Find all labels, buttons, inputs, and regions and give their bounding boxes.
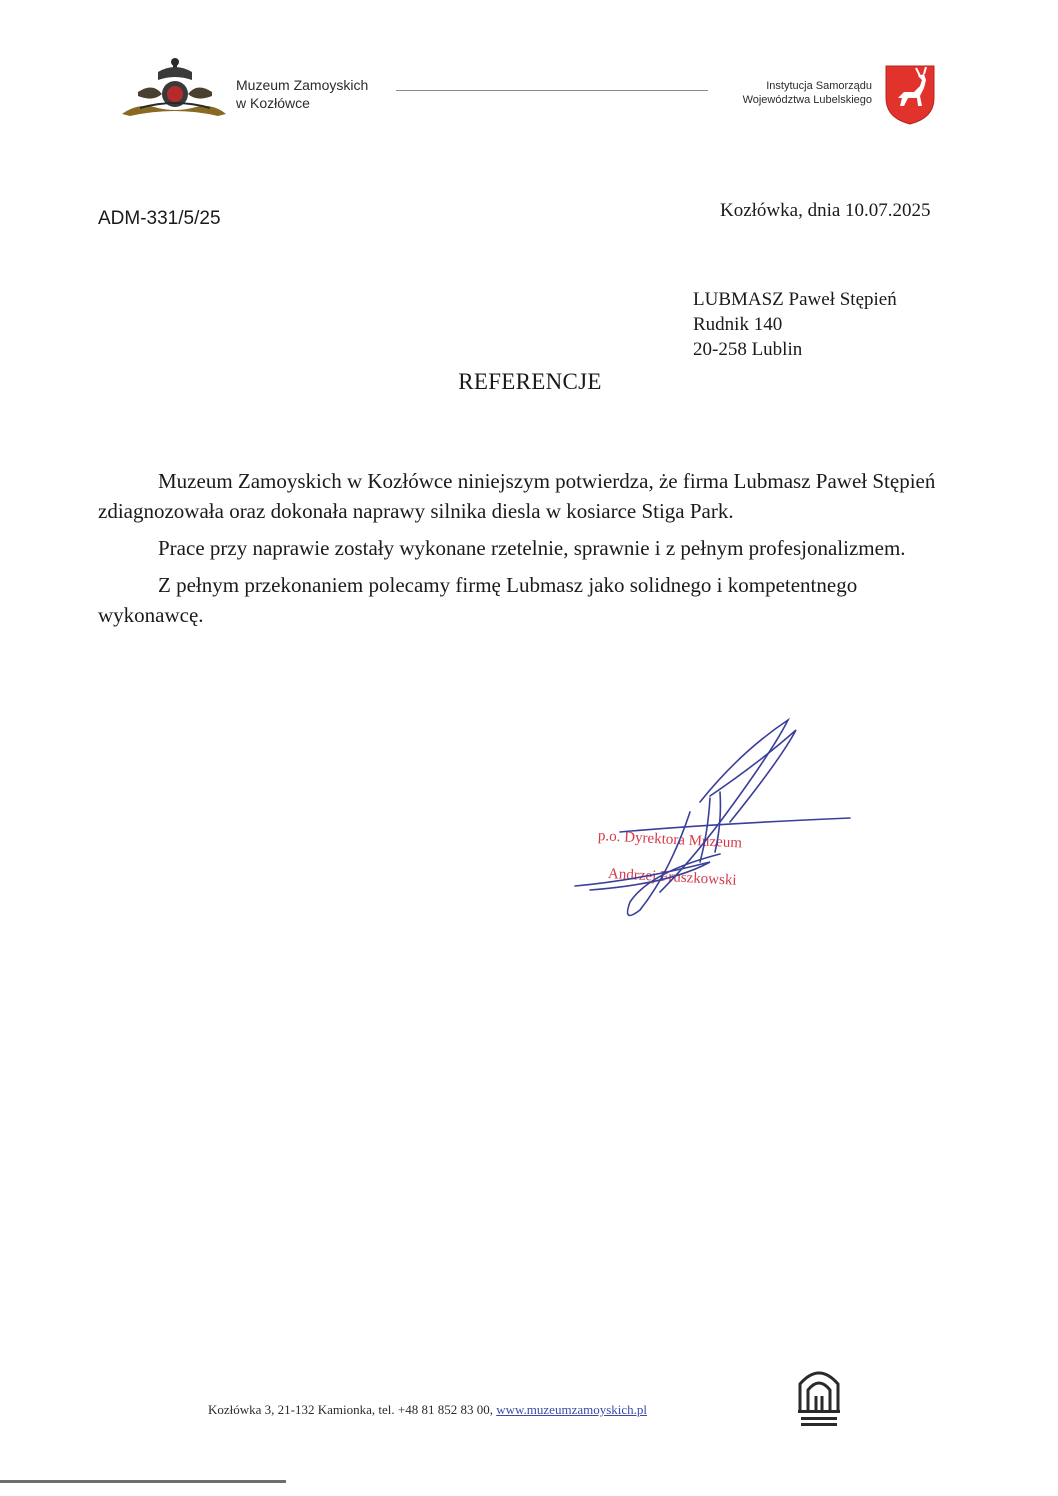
addressee-street: Rudnik 140 <box>693 314 783 335</box>
document-title <box>0 369 1058 395</box>
body-paragraph: Z pełnym przekonaniem polecamy firmę Lubmasz jako solidnego i kompetentnego wykonawcę. <box>98 573 858 627</box>
document-title-text: REFERENCJE <box>458 369 602 394</box>
lubelskie-coat-of-arms-icon <box>884 64 936 126</box>
scan-edge-line <box>0 1480 286 1483</box>
body-paragraph: Muzeum Zamoyskich w Kozłówce niniejszym potwierdza, że firma Lubmasz Paweł Stępień zdiagnozowała oraz dokonała naprawy silnika diesla w kosiarce Stiga Park. <box>98 469 936 523</box>
museum-name-line2: w Kozłówce <box>236 95 310 111</box>
addressee-block <box>693 287 897 362</box>
addressee-name: LUBMASZ Paweł Stępień <box>693 289 897 310</box>
addressee-city: 20-258 Lublin <box>693 339 803 360</box>
historic-monument-badge-icon <box>796 1362 842 1432</box>
institution-line2: Województwa Lubelskiego <box>742 94 872 106</box>
website-link[interactable]: www.muzeumzamoyskich.pl <box>496 1402 648 1417</box>
reference-number: ADM-331/5/25 <box>98 208 221 229</box>
museum-crest-logo <box>118 52 228 122</box>
stamp-name: Andrzej Fruszkowski <box>607 866 737 889</box>
museum-name <box>236 76 368 112</box>
footer-address: Kozłówka 3, 21-132 Kamionka, tel. +48 81 852 83 00, <box>208 1402 493 1417</box>
museum-name-line1: Muzeum Zamoyskich <box>236 77 369 93</box>
stamp-role: p.o. Dyrektora Muzeum <box>597 828 743 852</box>
institution-line1: Instytucja Samorządu <box>766 80 872 92</box>
handwritten-signature <box>560 712 860 932</box>
institution-name <box>743 79 872 107</box>
letter-body <box>98 466 950 637</box>
header-divider <box>396 90 708 91</box>
footer-contact <box>208 1402 647 1418</box>
body-paragraph: Prace przy naprawie zostały wykonane rzetelnie, sprawnie i z pełnym profesjonalizmem. <box>158 536 906 560</box>
place-date: Kozłówka, dnia 10.07.2025 <box>720 200 931 221</box>
